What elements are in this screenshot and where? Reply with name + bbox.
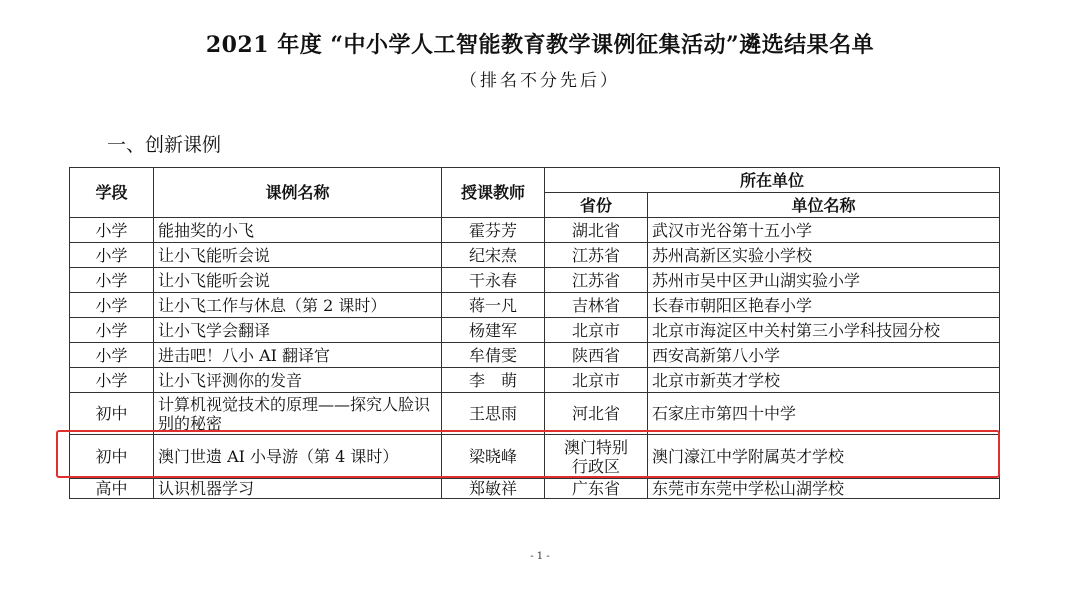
header-unit-name: 单位名称 [648, 193, 1000, 218]
cell-unit: 北京市新英才学校 [648, 368, 1000, 393]
cell-teacher: 干永春 [442, 268, 545, 293]
cell-province: 陕西省 [545, 343, 648, 368]
cell-course: 让小飞学会翻译 [154, 318, 442, 343]
cell-stage: 小学 [70, 293, 154, 318]
cell-teacher: 牟倩雯 [442, 343, 545, 368]
header-teacher: 授课教师 [442, 168, 545, 218]
document-subtitle: （排名不分先后） [460, 71, 620, 91]
cell-course: 计算机视觉技术的原理——探究人脸识别的秘密 [154, 393, 442, 435]
header-province: 省份 [545, 193, 648, 218]
cell-unit: 澳门濠江中学附属英才学校 [648, 435, 1000, 479]
document-title: 2021 年度 “中小学人工智能教育教学课例征集活动”遴选结果名单 [205, 32, 875, 58]
cell-course: 让小飞评测你的发音 [154, 368, 442, 393]
results-table [69, 167, 1000, 499]
cell-stage: 小学 [70, 218, 154, 243]
cell-teacher: 蒋一凡 [442, 293, 545, 318]
cell-teacher: 纪宋焘 [442, 243, 545, 268]
cell-province: 江苏省 [545, 268, 648, 293]
cell-stage: 小学 [70, 318, 154, 343]
header-stage: 学段 [70, 168, 154, 218]
cell-course: 让小飞能听会说 [154, 243, 442, 268]
header-course-name: 课例名称 [154, 168, 442, 218]
table-row [70, 343, 1000, 368]
cell-province: 北京市 [545, 318, 648, 343]
cell-stage: 小学 [70, 243, 154, 268]
table-row [70, 293, 1000, 318]
cell-unit: 北京市海淀区中关村第三小学科技园分校 [648, 318, 1000, 343]
cell-course: 进击吧！八小 AI 翻译官 [154, 343, 442, 368]
cell-province: 河北省 [545, 393, 648, 435]
cell-teacher: 李 萌 [442, 368, 545, 393]
cell-unit: 石家庄市第四十中学 [648, 393, 1000, 435]
cell-stage: 初中 [70, 393, 154, 435]
cell-stage: 高中 [70, 479, 154, 499]
cell-unit: 东莞市东莞中学松山湖学校 [648, 479, 1000, 499]
cell-province: 澳门特别行政区 [545, 435, 648, 479]
cell-course: 澳门世遗 AI 小导游（第 4 课时） [154, 435, 442, 479]
header-unit-group: 所在单位 [545, 168, 1000, 193]
cell-teacher: 王思雨 [442, 393, 545, 435]
page-number: - 1 - [530, 551, 550, 562]
cell-teacher: 郑敏祥 [442, 479, 545, 499]
cell-unit: 苏州市吴中区尹山湖实验小学 [648, 268, 1000, 293]
cell-province: 广东省 [545, 479, 648, 499]
table-row [70, 368, 1000, 393]
table-row [70, 268, 1000, 293]
cell-unit: 武汉市光谷第十五小学 [648, 218, 1000, 243]
cell-province: 江苏省 [545, 243, 648, 268]
cell-unit: 长春市朝阳区艳春小学 [648, 293, 1000, 318]
cell-teacher: 梁晓峰 [442, 435, 545, 479]
cell-teacher: 杨建军 [442, 318, 545, 343]
cell-unit: 苏州高新区实验小学校 [648, 243, 1000, 268]
cell-teacher: 霍芬芳 [442, 218, 545, 243]
cell-unit: 西安高新第八小学 [648, 343, 1000, 368]
cell-course: 让小飞工作与休息（第 2 课时） [154, 293, 442, 318]
table-row [70, 243, 1000, 268]
cell-stage: 小学 [70, 343, 154, 368]
cell-province: 湖北省 [545, 218, 648, 243]
table-row [70, 393, 1000, 435]
table-row [70, 318, 1000, 343]
table-row [70, 218, 1000, 243]
cell-stage: 小学 [70, 368, 154, 393]
cell-stage: 小学 [70, 268, 154, 293]
cell-course: 认识机器学习 [154, 479, 442, 499]
section-heading: 一、创新课例 [107, 134, 222, 156]
cell-course: 让小飞能听会说 [154, 268, 442, 293]
table-row [70, 435, 1000, 479]
cell-stage: 初中 [70, 435, 154, 479]
cell-province: 北京市 [545, 368, 648, 393]
table-row [70, 479, 1000, 499]
cell-course: 能抽奖的小飞 [154, 218, 442, 243]
cell-province: 吉林省 [545, 293, 648, 318]
